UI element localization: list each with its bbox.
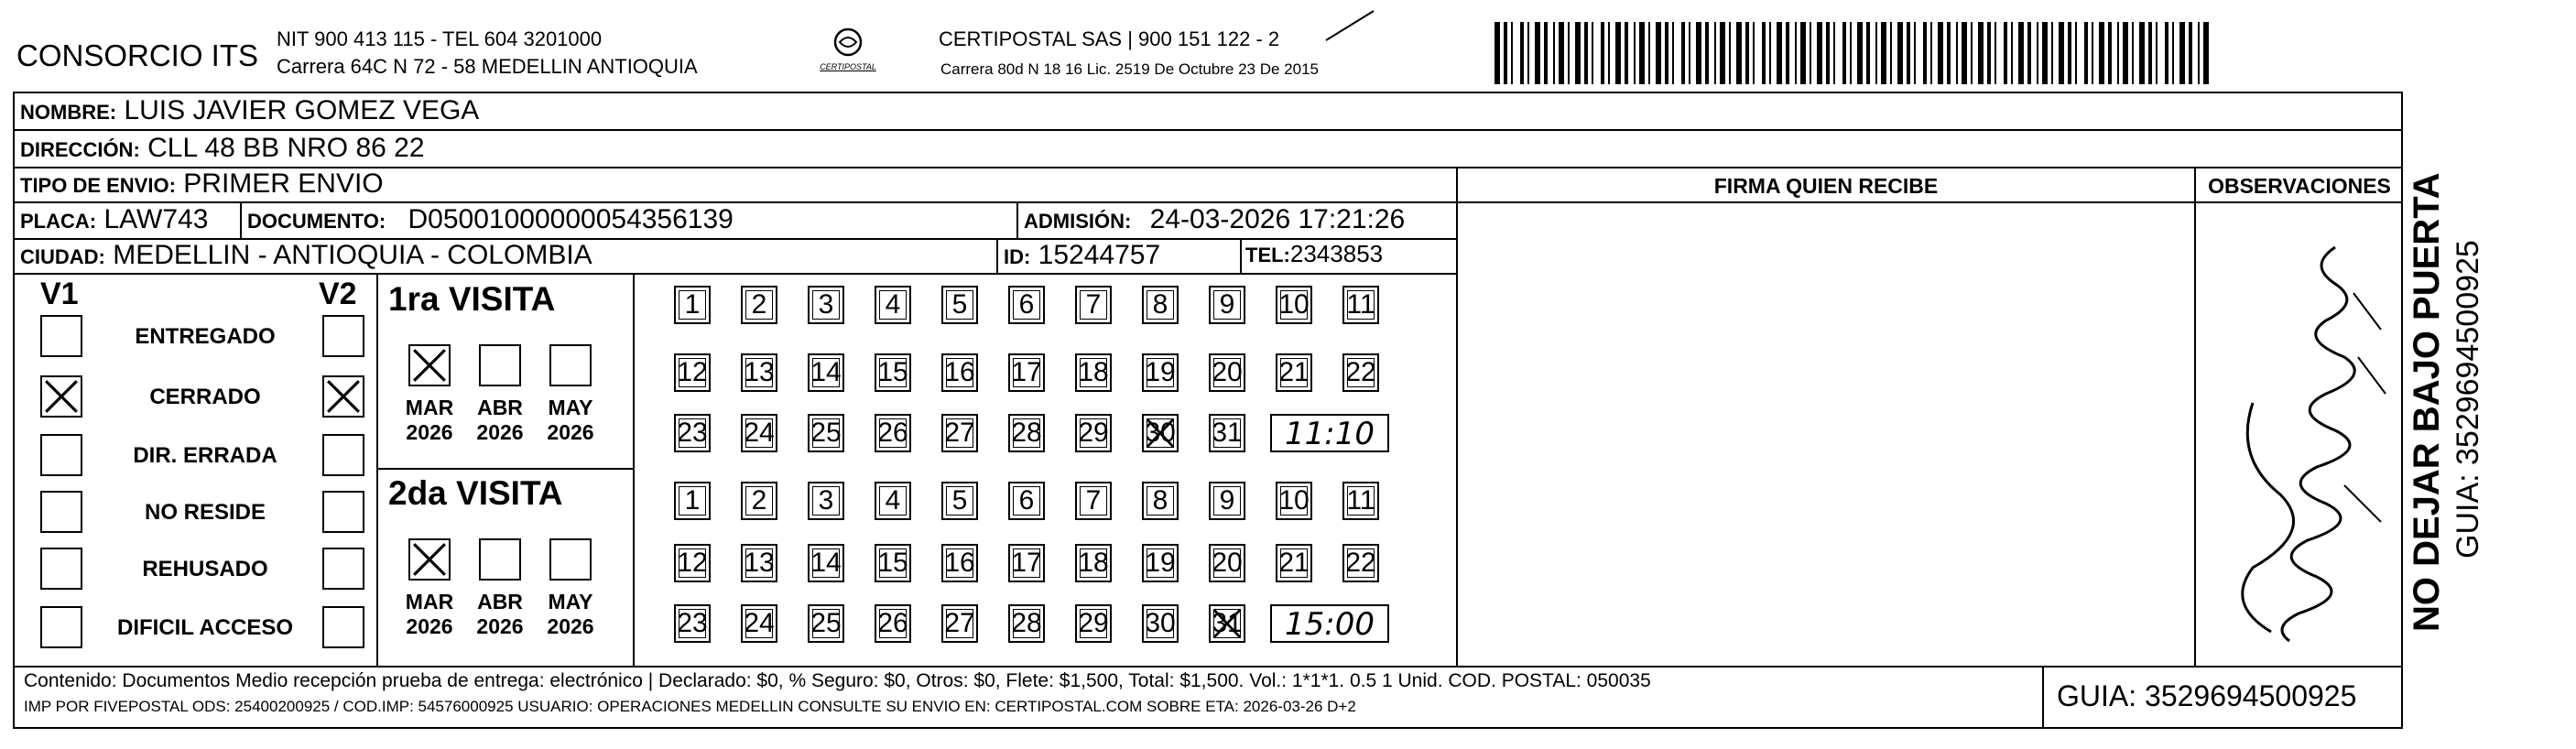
day-box[interactable]: 12	[674, 544, 711, 582]
footer-contenido: Contenido: Documentos Medio recepción prueba de entrega: electrónico | Declarado: $0, % Seguro: $0, Otros: $0, Flete: $1,500, Total: $1,500. Vol.: 1*1*1. 0.5 1 Unid. COD. POSTAL: 050035	[24, 670, 1651, 691]
barcode-bar	[1842, 22, 1846, 84]
day-box[interactable]: 14	[808, 353, 844, 392]
day-box[interactable]: 28	[1008, 604, 1045, 643]
ciudad-row	[20, 240, 592, 271]
v1-checkbox[interactable]	[40, 606, 82, 648]
documento-label: DOCUMENTO:	[247, 210, 386, 233]
day-box[interactable]: 4	[875, 482, 911, 520]
barcode-bar	[2018, 22, 2024, 84]
status-label: DIR. ERRADA	[133, 443, 277, 468]
barcode-bar	[1956, 22, 1958, 84]
company-name: CONSORCIO ITS	[16, 38, 259, 72]
barcode-bar	[1938, 22, 1943, 84]
direccion-row	[20, 133, 425, 164]
barcode-bar	[1810, 22, 1811, 84]
visit2-title: 2da VISITA	[388, 474, 563, 512]
nit-line: NIT 900 413 115 - TEL 604 3201000	[277, 27, 603, 50]
barcode-bar	[1527, 22, 1529, 84]
day-box[interactable]: 11	[1342, 286, 1379, 324]
month-label	[540, 396, 601, 445]
barcode-bar	[2051, 22, 2053, 84]
day-box[interactable]: 23	[674, 414, 711, 452]
direccion-label: DIRECCIÓN:	[20, 138, 140, 161]
day-box[interactable]: 2	[741, 286, 777, 324]
day-box[interactable]: 30	[1142, 604, 1179, 643]
day-box[interactable]: 31	[1209, 604, 1245, 643]
tel-value: 2343853	[1289, 240, 1384, 267]
barcode-bar	[1705, 22, 1709, 84]
day-cross-mark	[1144, 416, 1177, 450]
tipo-row	[20, 168, 384, 200]
barcode-bar	[1520, 22, 1524, 84]
day-box[interactable]: 9	[1209, 482, 1245, 520]
day-box[interactable]: 8	[1142, 482, 1179, 520]
carrier-line: CERTIPOSTAL SAS | 900 151 122 - 2	[939, 27, 1280, 50]
barcode-bar	[1962, 22, 1967, 84]
barcode-bar	[2203, 22, 2209, 84]
month-year: 2026	[547, 614, 594, 638]
barcode-bar	[1553, 22, 1555, 84]
observaciones-label: OBSERVACIONES	[2208, 174, 2391, 198]
barcode-bar	[2132, 22, 2134, 84]
day-box[interactable]: 24	[741, 414, 777, 452]
day-box[interactable]: 31	[1209, 414, 1245, 452]
barcode-bar	[1866, 22, 1870, 84]
day-box[interactable]: 30	[1142, 414, 1179, 452]
signature-scribble	[2198, 220, 2399, 659]
barcode-bar	[2084, 22, 2088, 84]
barcode-bar	[1592, 22, 1593, 84]
barcode-bar	[2179, 22, 2185, 84]
month-name: ABR	[477, 590, 523, 613]
barcode-bar	[1736, 22, 1742, 84]
visit-time[interactable]: 15:00	[1270, 604, 1389, 643]
barcode-bar	[2117, 22, 2119, 84]
day-box[interactable]: 2	[741, 482, 777, 520]
day-box[interactable]: 16	[941, 544, 978, 582]
barcode-bar	[1978, 22, 1984, 84]
day-box[interactable]: 29	[1075, 414, 1112, 452]
barcode-bar	[1947, 22, 1951, 84]
barcode-bar	[2092, 22, 2093, 84]
day-box[interactable]: 16	[941, 353, 978, 392]
barcode-bar	[1850, 22, 1852, 84]
day-box[interactable]: 22	[1342, 544, 1379, 582]
month-label	[470, 590, 530, 639]
barcode-bar	[1656, 22, 1661, 84]
day-box[interactable]: 19	[1142, 544, 1179, 582]
barcode-bar	[1720, 22, 1725, 84]
barcode-bar	[1559, 22, 1564, 84]
barcode-bar	[2139, 22, 2145, 84]
month-year: 2026	[476, 420, 524, 444]
day-box[interactable]: 3	[808, 286, 844, 324]
nombre-value: LUIS JAVIER GOMEZ VEGA	[124, 95, 480, 125]
barcode	[1495, 22, 2218, 84]
footer-guia: GUIA: 3529694500925	[2057, 679, 2357, 712]
id-row	[1004, 240, 1160, 271]
company-address: Carrera 64C N 72 - 58 MEDELLIN ANTIOQUIA	[277, 55, 698, 78]
v2-checkbox[interactable]	[322, 375, 364, 418]
barcode-bar	[2004, 22, 2007, 84]
day-box[interactable]: 27	[941, 414, 978, 452]
carrier-address: Carrera 80d N 18 16 Lic. 2519 De Octubre 23 De 2015	[940, 60, 1319, 78]
documento-row	[247, 204, 734, 235]
barcode-bar	[1923, 22, 1927, 84]
day-box[interactable]: 1	[674, 482, 711, 520]
nombre-label: NOMBRE:	[20, 101, 117, 124]
day-box[interactable]: 5	[941, 482, 978, 520]
month-year: 2026	[476, 614, 524, 638]
pen-stroke	[1319, 7, 1383, 44]
barcode-bar	[1833, 22, 1835, 84]
v2-checkbox[interactable]	[322, 434, 364, 476]
barcode-bar	[1504, 22, 1507, 84]
status-label: ENTREGADO	[135, 324, 276, 349]
barcode-bar	[2148, 22, 2152, 84]
barcode-bar	[1608, 22, 1610, 84]
day-box[interactable]: 5	[941, 286, 978, 324]
day-box[interactable]: 11	[1342, 482, 1379, 520]
day-box[interactable]: 6	[1008, 482, 1045, 520]
barcode-bar	[1897, 22, 1903, 84]
certipostal-logo	[811, 26, 885, 77]
barcode-bar	[1881, 22, 1886, 84]
side-notice: NO DEJAR BAJO PUERTA	[2407, 172, 2447, 632]
month-checkbox[interactable]	[408, 538, 451, 581]
day-box[interactable]: 10	[1276, 482, 1312, 520]
month-year: 2026	[406, 614, 453, 638]
day-box[interactable]: 18	[1075, 353, 1112, 392]
barcode-bar	[2075, 22, 2077, 84]
month-checkbox[interactable]	[549, 344, 592, 386]
barcode-bar	[1930, 22, 1932, 84]
barcode-bar	[1696, 22, 1701, 84]
day-box[interactable]: 12	[674, 353, 711, 392]
barcode-bar	[1689, 22, 1690, 84]
direccion-value: CLL 48 BB NRO 86 22	[147, 133, 425, 163]
barcode-bar	[1615, 22, 1621, 84]
barcode-bar	[1714, 22, 1716, 84]
footer-imp: IMP POR FIVEPOSTAL ODS: 25400200925 / COD.IMP: 54576000925 USUARIO: OPERACIONES MEDELLIN CONSULTE SU ENVIO EN: CERTIPOSTAL.COM SOBRE ETA: 2026-03-26 D+2	[24, 698, 1356, 715]
barcode-bar	[1535, 22, 1540, 84]
day-box[interactable]: 17	[1008, 353, 1045, 392]
barcode-bar	[1729, 22, 1731, 84]
day-box[interactable]: 26	[875, 604, 911, 643]
day-box[interactable]: 7	[1075, 482, 1112, 520]
day-box[interactable]: 29	[1075, 604, 1112, 643]
month-checkbox[interactable]	[408, 344, 451, 386]
barcode-bar	[1914, 22, 1916, 84]
v1-checkbox[interactable]	[40, 315, 82, 357]
month-name: ABR	[477, 396, 523, 419]
barcode-bar	[1971, 22, 1973, 84]
month-checkbox[interactable]	[479, 344, 521, 386]
firma-label: FIRMA QUIEN RECIBE	[1713, 174, 1939, 198]
status-label: REHUSADO	[142, 557, 268, 581]
barcode-bar	[1769, 22, 1771, 84]
barcode-bar	[2123, 22, 2128, 84]
admision-label: ADMISIÓN:	[1024, 210, 1132, 233]
v1-checkbox[interactable]	[40, 434, 82, 476]
day-box[interactable]: 13	[741, 353, 777, 392]
barcode-bar	[2172, 22, 2174, 84]
barcode-bar	[1890, 22, 1892, 84]
barcode-bar	[1672, 22, 1674, 84]
v1-checkbox[interactable]	[40, 375, 82, 418]
tel-row	[1245, 240, 1383, 268]
v1-label: V1	[40, 277, 79, 311]
barcode-bar	[1994, 22, 1996, 84]
v1-checkbox[interactable]	[40, 548, 82, 590]
day-box[interactable]: 8	[1142, 286, 1179, 324]
barcode-bar	[1753, 22, 1755, 84]
day-box[interactable]: 14	[808, 544, 844, 582]
visit-time[interactable]: 11:10	[1270, 414, 1389, 452]
day-box[interactable]: 26	[875, 414, 911, 452]
barcode-bar	[1648, 22, 1650, 84]
barcode-bar	[1568, 22, 1570, 84]
barcode-bar	[1762, 22, 1766, 84]
barcode-bar	[1665, 22, 1668, 84]
day-box[interactable]: 18	[1075, 544, 1112, 582]
barcode-bar	[1826, 22, 1830, 84]
day-box[interactable]: 20	[1209, 353, 1245, 392]
day-box[interactable]: 15	[875, 544, 911, 582]
barcode-bar	[2068, 22, 2071, 84]
v2-checkbox[interactable]	[322, 315, 364, 357]
barcode-bar	[2011, 22, 2013, 84]
barcode-bar	[2027, 22, 2031, 84]
day-box[interactable]: 3	[808, 482, 844, 520]
v2-checkbox[interactable]	[322, 606, 364, 648]
day-box[interactable]: 19	[1142, 353, 1179, 392]
logo-text: CERTIPOSTAL	[820, 62, 876, 71]
day-box[interactable]: 27	[941, 604, 978, 643]
day-box[interactable]: 15	[875, 353, 911, 392]
day-box[interactable]: 17	[1008, 544, 1045, 582]
placa-row	[20, 204, 208, 235]
day-box[interactable]: 28	[1008, 414, 1045, 452]
barcode-bar	[1575, 22, 1581, 84]
barcode-bar	[2165, 22, 2168, 84]
barcode-bar	[1800, 22, 1806, 84]
barcode-bar	[2189, 22, 2192, 84]
day-box[interactable]: 1	[674, 286, 711, 324]
v1-checkbox[interactable]	[40, 491, 82, 533]
barcode-bar	[1786, 22, 1789, 84]
month-label	[399, 396, 460, 445]
barcode-bar	[2059, 22, 2064, 84]
month-checkbox[interactable]	[479, 538, 521, 581]
tel-label: TEL:	[1245, 244, 1290, 266]
barcode-bar	[1634, 22, 1636, 84]
barcode-bar	[1777, 22, 1782, 84]
status-label: CERRADO	[149, 385, 261, 409]
barcode-bar	[1625, 22, 1628, 84]
v2-checkbox[interactable]	[322, 491, 364, 533]
barcode-bar	[1745, 22, 1749, 84]
placa-value: LAW743	[103, 204, 209, 234]
month-name: MAR	[405, 396, 454, 419]
month-checkbox[interactable]	[549, 538, 592, 581]
month-label	[399, 590, 460, 639]
day-box[interactable]: 21	[1276, 353, 1312, 392]
placa-label: PLACA:	[20, 210, 97, 233]
barcode-bar	[1681, 22, 1685, 84]
side-guia: GUIA: 3529694500925	[2451, 240, 2485, 559]
day-box[interactable]: 13	[741, 544, 777, 582]
barcode-bar	[2108, 22, 2112, 84]
barcode-bar	[1639, 22, 1645, 84]
ciudad-value: MEDELLIN - ANTIOQUIA - COLOMBIA	[113, 240, 592, 270]
day-box[interactable]: 9	[1209, 286, 1245, 324]
v2-label: V2	[319, 277, 357, 311]
day-box[interactable]: 22	[1342, 353, 1379, 392]
barcode-bar	[1817, 22, 1822, 84]
barcode-bar	[1987, 22, 1991, 84]
ciudad-label: CIUDAD:	[20, 245, 105, 268]
day-cross-mark	[1211, 606, 1244, 641]
month-year: 2026	[547, 420, 594, 444]
month-label	[470, 396, 530, 445]
day-box[interactable]: 4	[875, 286, 911, 324]
tipo-value: PRIMER ENVIO	[183, 168, 384, 199]
admision-row	[1024, 204, 1405, 235]
barcode-bar	[1544, 22, 1548, 84]
day-box[interactable]: 7	[1075, 286, 1112, 324]
barcode-bar	[2042, 22, 2048, 84]
month-name: MAY	[548, 590, 593, 613]
barcode-bar	[2198, 22, 2200, 84]
barcode-bar	[1907, 22, 1910, 84]
status-label: NO RESIDE	[144, 500, 266, 525]
day-box[interactable]: 24	[741, 604, 777, 643]
day-box[interactable]: 20	[1209, 544, 1245, 582]
admision-value: 24-03-2026 17:21:26	[1149, 204, 1406, 234]
barcode-bar	[1495, 22, 1500, 84]
day-box[interactable]: 25	[808, 414, 844, 452]
day-box[interactable]: 10	[1276, 286, 1312, 324]
status-label: DIFICIL ACCESO	[116, 615, 293, 640]
day-box[interactable]: 25	[808, 604, 844, 643]
barcode-bar	[2099, 22, 2104, 84]
day-box[interactable]: 23	[674, 604, 711, 643]
nombre-row	[20, 95, 479, 126]
id-value: 15244757	[1038, 240, 1161, 270]
barcode-bar	[2156, 22, 2158, 84]
tipo-label: TIPO DE ENVIO:	[20, 174, 176, 197]
barcode-bar	[1875, 22, 1877, 84]
month-label	[540, 590, 601, 639]
barcode-bar	[1601, 22, 1604, 84]
month-year: 2026	[406, 420, 453, 444]
documento-value: D05001000000054356139	[408, 204, 734, 234]
barcode-bar	[1857, 22, 1863, 84]
month-name: MAY	[548, 396, 593, 419]
visit1-title: 1ra VISITA	[388, 280, 556, 318]
month-name: MAR	[405, 590, 454, 613]
barcode-bar	[1584, 22, 1588, 84]
barcode-bar	[1795, 22, 1797, 84]
barcode-bar	[2037, 22, 2038, 84]
barcode-bar	[1511, 22, 1513, 84]
day-box[interactable]: 6	[1008, 286, 1045, 324]
id-label: ID:	[1004, 245, 1031, 268]
day-box[interactable]: 21	[1276, 544, 1312, 582]
v2-checkbox[interactable]	[322, 548, 364, 590]
